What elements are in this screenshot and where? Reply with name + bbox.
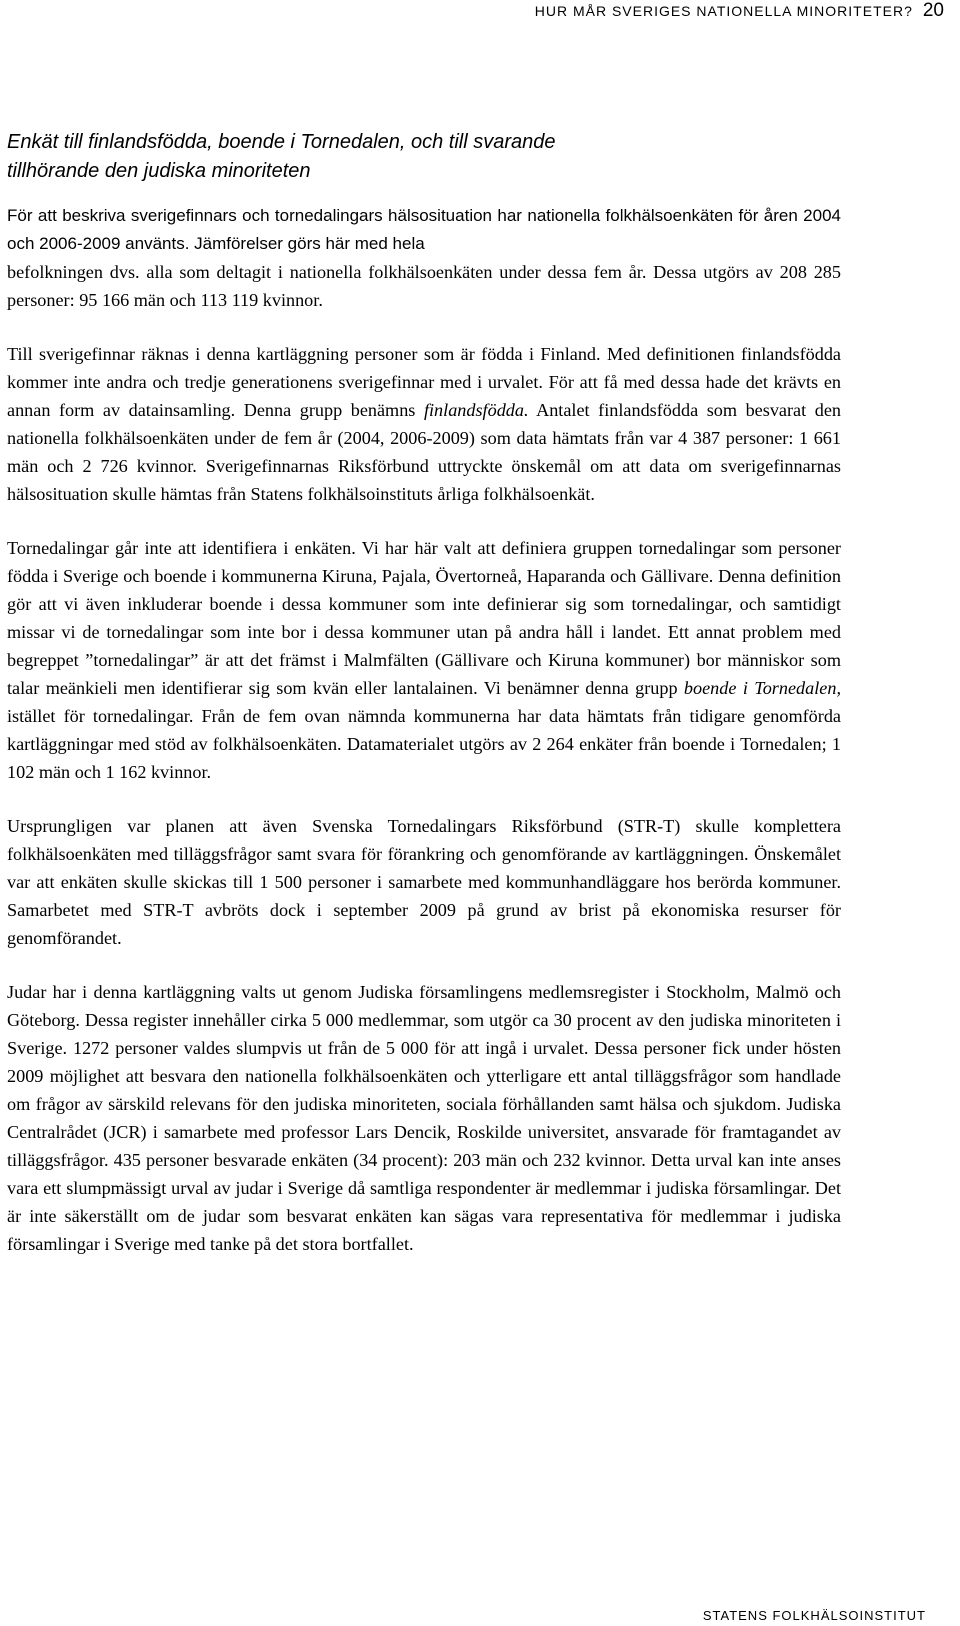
section-heading-line-1: Enkät till finlandsfödda, boende i Tornedalen, och till svarande xyxy=(7,131,556,153)
tornedalen-emphasis: boende i Tornedalen, xyxy=(683,678,841,698)
finland-text-a: Till sverigefinnar räknas i denna kartläggning personer som är födda i Finland. Med definitionen finlandsfödda kommer inte andra och tredje generationens sverigefinnar med i urvalet. För att få med dessa hade det krävts en annan form av datainsamling. Denna grupp benämns xyxy=(7,344,841,420)
finland-text-b: Antalet finlandsfödda som besvarat den nationella folkhälsoenkäten under de fem år (2004, 2006-2009) som data hämtats från var 4 387 personer: 1 661 män och 2 726 kvinnor. Sverigefinnarnas Riksförbund uttryckte önskemål om att data om sverigefinnarnas hälsosituation skulle hämtas från Statens folkhälsoinstituts årliga folkhälsoenkät. xyxy=(7,400,841,504)
running-header xyxy=(535,0,944,22)
section-heading xyxy=(7,128,841,186)
running-title: HUR MÅR SVERIGES NATIONELLA MINORITETER? xyxy=(534,3,913,19)
page-footer: STATENS FOLKHÄLSOINSTITUT xyxy=(702,1608,926,1623)
paragraph-str-t: Ursprungligen var planen att även Svenska Tornedalingars Riksförbund (STR-T) skulle komplettera folkhälsoenkäten med tilläggsfrågor samt svara för förankring och genomförande av kartläggningen. Önskemålet var att enkäten skulle skickas till 1 500 personer i samarbete med kommunhandläggare hos berörda kommuner. Samarbetet med STR-T avbröts dock i september 2009 på grund av brist på ekonomiska resurser för genomförandet. xyxy=(7,816,841,948)
intro-sans-text: För att beskriva sverigefinnars och tornedalingars hälsosituation har nationella folkhälsoenkäten för åren 2004 och 2006-2009 använts. Jämförelser görs här med hela xyxy=(7,206,841,253)
tornedalen-text-b: istället för tornedalingar. Från de fem ovan nämnda kommunerna har data hämtats från tidigare genomförda kartläggningar med stöd av folkhälsoenkäten. Datamaterialet utgörs av 2 264 enkäter från boende i Tornedalen; 1 102 män och 1 162 kvinnor. xyxy=(7,706,841,782)
intro-serif-text: befolkningen dvs. alla som deltagit i nationella folkhälsoenkäten under dessa fem år. Dessa utgörs av 208 285 personer: 95 166 män och 113 119 kvinnor. xyxy=(7,262,841,310)
paragraph-judiska: Judar har i denna kartläggning valts ut genom Judiska församlingens medlemsregister i Stockholm, Malmö och Göteborg. Dessa register innehåller cirka 5 000 medlemmar, som utgör ca 30 procent av den judiska minoriteten i Sverige. 1272 personer valdes slumpvis ut från de 5 000 för att ingå i urvalet. Dessa personer fick under hösten 2009 möjlighet att besvara den nationella folkhälsoenkäten och ytterligare ett antal tilläggsfrågor som handlade om frågor av särskild relevans för den judiska minoriteten, sociala förhållanden samt hälsa och sjukdom. Judiska Centralrådet (JCR) i samarbete med professor Lars Dencik, Roskilde universitet, ansvarade för framtagandet av tilläggsfrågor. 435 personer besvarade enkäten (34 procent): 203 män och 232 kvinnor. Detta urval kan inte anses vara ett slumpmässigt urval av judar i Sverige då samtliga respondenter är medlemmar i judiska församlingar. Det är inte säkerställt om de judar som besvarat enkäten kan sägas vara representativa för medlemmar i judiska församlingar i Sverige med tanke på det stora bortfallet. xyxy=(7,982,841,1254)
intro-paragraph xyxy=(7,202,841,314)
paragraph-finlandsfodda xyxy=(7,340,841,508)
finland-emphasis: finlandsfödda. xyxy=(423,400,529,420)
section-heading-line-2: tillhörande den judiska minoriteten xyxy=(7,160,311,182)
tornedalen-text-a: Tornedalingar går inte att identifiera i enkäten. Vi har här valt att definiera gruppen tornedalingar som personer födda i Sverige och boende i kommunerna Kiruna, Pajala, Övertorneå, Haparanda och Gällivare. Denna definition gör att vi även inkluderar boende i dessa kommuner som inte definierar sig som tornedalingar, och samtidigt missar vi de tornedalingar som inte bor i dessa kommuner utan på andra håll i landet. Ett annat problem med begreppet ”tornedalingar” är att det främst i Malmfälten (Gällivare och Kiruna kommuner) bor människor som talar meänkieli men identifierar sig som kvän eller lantalainen. Vi benämner denna grupp xyxy=(7,538,841,698)
document-body xyxy=(7,128,841,1284)
page-number: 20 xyxy=(922,0,944,21)
paragraph-tornedalen xyxy=(7,534,841,786)
